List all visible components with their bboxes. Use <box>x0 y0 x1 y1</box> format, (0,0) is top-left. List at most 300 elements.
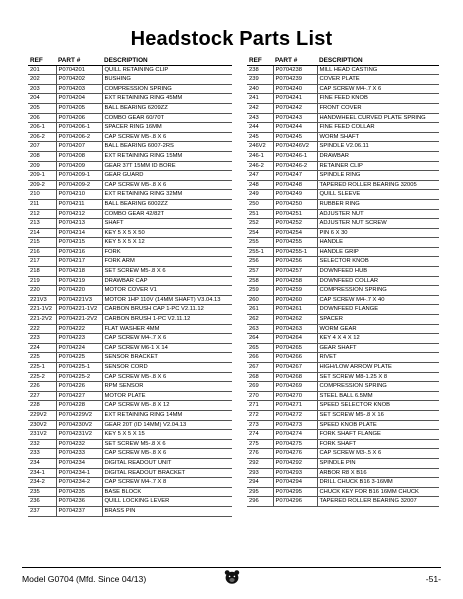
description-cell: PIN 6 X 30 <box>317 228 439 238</box>
table-row <box>28 497 232 507</box>
table-row <box>247 372 439 382</box>
part-number-cell: P0704221V3 <box>56 295 102 305</box>
ref-cell: 257 <box>247 267 273 277</box>
table-row <box>247 151 439 161</box>
ref-cell: 226 <box>28 382 56 392</box>
part-number-cell: P0704257 <box>273 267 317 277</box>
ref-cell: 229V2 <box>28 410 56 420</box>
table-header-row <box>247 56 439 65</box>
ref-cell: 212 <box>28 209 56 219</box>
part-number-cell: P0704249 <box>273 190 317 200</box>
part-number-cell: P0704271 <box>273 401 317 411</box>
ref-cell: 220 <box>28 286 56 296</box>
part-number-cell: P0704258 <box>273 276 317 286</box>
part-number-cell: P0704255 <box>273 238 317 248</box>
ref-cell: 233 <box>28 449 56 459</box>
part-number-cell: P0704214 <box>56 228 102 238</box>
description-cell: CAP SCREW M5-.8 X 6 <box>102 372 232 382</box>
table-row <box>28 363 232 373</box>
part-number-cell: P0704261 <box>273 305 317 315</box>
description-cell: COMPRESSION SPRING <box>317 286 439 296</box>
description-cell: DOWNFEED HUB <box>317 267 439 277</box>
part-number-cell: P0704266 <box>273 353 317 363</box>
part-number-cell: P0704264 <box>273 334 317 344</box>
table-row <box>28 401 232 411</box>
ref-cell: 252 <box>247 219 273 229</box>
table-row <box>28 247 232 257</box>
ref-cell: 292 <box>247 458 273 468</box>
table-row <box>247 363 439 373</box>
ref-cell: 214 <box>28 228 56 238</box>
ref-cell: 221V3 <box>28 295 56 305</box>
table-row <box>247 382 439 392</box>
table-row <box>247 468 439 478</box>
description-cell: CAP SCREW M5-.8 X 6 <box>102 180 232 190</box>
ref-cell: 261 <box>247 305 273 315</box>
table-row <box>247 171 439 181</box>
ref-cell: 217 <box>28 257 56 267</box>
table-row <box>28 420 232 430</box>
parts-table-left <box>28 56 232 517</box>
table-row <box>28 228 232 238</box>
ref-cell: 249 <box>247 190 273 200</box>
part-number-cell: P0704263 <box>273 324 317 334</box>
description-cell: KEY 4 X 4 X 12 <box>317 334 439 344</box>
table-row <box>247 238 439 248</box>
description-cell: DRILL CHUCK B16 3-16MM <box>317 478 439 488</box>
description-cell: RUBBER RING <box>317 199 439 209</box>
description-cell: SELECTOR KNOB <box>317 257 439 267</box>
part-number-cell: P0704211 <box>56 199 102 209</box>
description-cell: QUILL SLEEVE <box>317 190 439 200</box>
description-cell: DIGITAL READOUT BRACKET <box>102 468 232 478</box>
table-row <box>247 132 439 142</box>
description-cell: CHUCK KEY FOR B16 16MM CHUCK <box>317 487 439 497</box>
ref-cell: 213 <box>28 219 56 229</box>
table-row <box>28 458 232 468</box>
description-cell: GEAR 20T (ID 14MM) V2.04.13 <box>102 420 232 430</box>
description-cell: FLAT WASHER 4MM <box>102 324 232 334</box>
table-row <box>247 487 439 497</box>
part-number-cell: P0704259 <box>273 286 317 296</box>
part-number-cell: P0704246-2 <box>273 161 317 171</box>
description-cell: FORK SHAFT FLANGE <box>317 430 439 440</box>
table-row <box>28 94 232 104</box>
part-number-cell: P0704254 <box>273 228 317 238</box>
part-number-cell: P0704227 <box>56 391 102 401</box>
ref-cell: 276 <box>247 449 273 459</box>
ref-cell: 255-1 <box>247 247 273 257</box>
ref-cell: 218 <box>28 267 56 277</box>
ref-cell: 206 <box>28 113 56 123</box>
table-row <box>247 478 439 488</box>
table-row <box>28 478 232 488</box>
table-row <box>247 123 439 133</box>
part-number-cell: P0704221-1V2 <box>56 305 102 315</box>
description-cell: EXT RETAINING RING 15MM <box>102 151 232 161</box>
table-row <box>28 123 232 133</box>
description-cell: RPM SENSOR <box>102 382 232 392</box>
part-number-cell: P0704269 <box>273 382 317 392</box>
part-number-cell: P0704222 <box>56 324 102 334</box>
table-row <box>28 305 232 315</box>
description-cell: STEEL BALL 6.5MM <box>317 391 439 401</box>
ref-cell: 215 <box>28 238 56 248</box>
description-cell: ARBOR R8 X B16 <box>317 468 439 478</box>
part-number-cell: P0704230V2 <box>56 420 102 430</box>
table-row <box>28 65 232 75</box>
ref-cell: 246V2 <box>247 142 273 152</box>
table-row <box>247 410 439 420</box>
description-cell: ADJUSTER NUT SCREW <box>317 219 439 229</box>
ref-cell: 295 <box>247 487 273 497</box>
ref-cell: 243 <box>247 113 273 123</box>
table-row <box>247 295 439 305</box>
table-row <box>247 180 439 190</box>
ref-cell: 221-2V2 <box>28 315 56 325</box>
table-row <box>28 199 232 209</box>
ref-cell: 270 <box>247 391 273 401</box>
part-number-cell: P0704241 <box>273 94 317 104</box>
part-number-cell: P0704275 <box>273 439 317 449</box>
description-cell: COMPRESSION SPRING <box>102 84 232 94</box>
description-cell: CAP SCREW M4-.7 X 6 <box>317 84 439 94</box>
part-number-cell: P0704216 <box>56 247 102 257</box>
ref-cell: 205 <box>28 103 56 113</box>
part-number-header: PART # <box>273 56 317 65</box>
table-row <box>28 171 232 181</box>
ref-cell: 273 <box>247 420 273 430</box>
ref-cell: 225-1 <box>28 363 56 373</box>
table-row <box>28 151 232 161</box>
description-cell: CAP SCREW M5-.8 X 12 <box>102 401 232 411</box>
part-number-cell: P0704233 <box>56 449 102 459</box>
ref-cell: 267 <box>247 363 273 373</box>
table-row <box>247 65 439 75</box>
table-row <box>247 199 439 209</box>
part-number-cell: P0704221-2V2 <box>56 315 102 325</box>
table-row <box>247 190 439 200</box>
description-cell: BUSHING <box>102 75 232 85</box>
description-cell: SPEED KNOB PLATE <box>317 420 439 430</box>
table-row <box>28 430 232 440</box>
description-cell: QUILL RETAINING CLIP <box>102 65 232 75</box>
description-cell: BRASS PIN <box>102 506 232 516</box>
description-cell: SPINDLE RING <box>317 171 439 181</box>
part-number-cell: P0704231V2 <box>56 430 102 440</box>
description-cell: FRONT COVER <box>317 103 439 113</box>
ref-cell: 263 <box>247 324 273 334</box>
parts-table-right <box>247 56 439 507</box>
part-number-cell: P0704252 <box>273 219 317 229</box>
table-row <box>247 142 439 152</box>
ref-cell: 221-1V2 <box>28 305 56 315</box>
part-number-cell: P0704226 <box>56 382 102 392</box>
description-cell: BALL BEARING 6209ZZ <box>102 103 232 113</box>
footer-model-text: Model G0704 (Mfd. Since 04/13) <box>22 574 147 584</box>
ref-cell: 260 <box>247 295 273 305</box>
ref-cell: 228 <box>28 401 56 411</box>
table-row <box>28 286 232 296</box>
description-cell: FORK SHAFT <box>317 439 439 449</box>
part-number-cell: P0704206 <box>56 113 102 123</box>
ref-cell: 266 <box>247 353 273 363</box>
ref-cell: 258 <box>247 276 273 286</box>
part-number-cell: P0704202 <box>56 75 102 85</box>
table-row <box>247 401 439 411</box>
ref-cell: 268 <box>247 372 273 382</box>
part-number-cell: P0704295 <box>273 487 317 497</box>
part-number-cell: P0704212 <box>56 209 102 219</box>
part-number-cell: P0704239 <box>273 75 317 85</box>
description-cell: EXT RETAINING RING 45MM <box>102 94 232 104</box>
part-number-cell: P0704255-1 <box>273 247 317 257</box>
ref-cell: 203 <box>28 84 56 94</box>
ref-cell: 294 <box>247 478 273 488</box>
table-row <box>28 506 232 516</box>
table-row <box>28 161 232 171</box>
ref-cell: 241 <box>247 94 273 104</box>
table-header-row <box>28 56 232 65</box>
description-cell: FORK ARM <box>102 257 232 267</box>
description-cell: SET SCREW M5-.8 X 16 <box>317 410 439 420</box>
table-row <box>28 382 232 392</box>
table-row <box>28 84 232 94</box>
table-row <box>247 497 439 507</box>
part-number-cell: P0704210 <box>56 190 102 200</box>
table-row <box>247 161 439 171</box>
table-row <box>247 334 439 344</box>
part-number-cell: P0704292 <box>273 458 317 468</box>
description-cell: MOTOR 1HP 110V (14MM SHAFT) V3.04.13 <box>102 295 232 305</box>
ref-cell: 234 <box>28 458 56 468</box>
ref-cell: 236 <box>28 497 56 507</box>
table-row <box>28 75 232 85</box>
ref-cell: 207 <box>28 142 56 152</box>
ref-cell: 202 <box>28 75 56 85</box>
table-row <box>247 75 439 85</box>
part-number-cell: P0704205 <box>56 103 102 113</box>
table-row <box>247 113 439 123</box>
table-row <box>28 315 232 325</box>
part-number-cell: P0704240 <box>273 84 317 94</box>
part-number-cell: P0704218 <box>56 267 102 277</box>
table-row <box>28 180 232 190</box>
ref-cell: 274 <box>247 430 273 440</box>
part-number-cell: P0704206-2 <box>56 132 102 142</box>
part-number-cell: P0704225-1 <box>56 363 102 373</box>
ref-cell: 227 <box>28 391 56 401</box>
ref-cell: 275 <box>247 439 273 449</box>
ref-cell: 247 <box>247 171 273 181</box>
table-row <box>28 219 232 229</box>
ref-cell: 231V2 <box>28 430 56 440</box>
description-cell: CAP SCREW M6-1 X 14 <box>102 343 232 353</box>
ref-cell: 246-2 <box>247 161 273 171</box>
description-cell: SPEED SELECTOR KNOB <box>317 401 439 411</box>
table-row <box>28 103 232 113</box>
description-cell: EXT RETAINING RING 32MM <box>102 190 232 200</box>
part-number-cell: P0704293 <box>273 468 317 478</box>
part-number-cell: P0704208 <box>56 151 102 161</box>
table-row <box>247 391 439 401</box>
ref-cell: 251 <box>247 209 273 219</box>
ref-cell: 219 <box>28 276 56 286</box>
part-number-cell: P0704203 <box>56 84 102 94</box>
description-cell: RIVET <box>317 353 439 363</box>
ref-cell: 208 <box>28 151 56 161</box>
ref-cell: 201 <box>28 65 56 75</box>
table-row <box>28 334 232 344</box>
table-row <box>247 94 439 104</box>
table-row <box>28 487 232 497</box>
ref-cell: 204 <box>28 94 56 104</box>
ref-cell: 209-1 <box>28 171 56 181</box>
description-cell: MOTOR COVER V1 <box>102 286 232 296</box>
part-number-cell: P0704217 <box>56 257 102 267</box>
part-number-cell: P0704247 <box>273 171 317 181</box>
part-number-cell: P0704243 <box>273 113 317 123</box>
ref-cell: 239 <box>247 75 273 85</box>
description-cell: TAPERED ROLLER BEARING 32007 <box>317 497 439 507</box>
description-cell: CAP SCREW M4-.7 X 6 <box>102 334 232 344</box>
table-row <box>28 372 232 382</box>
part-number-cell: P0704223 <box>56 334 102 344</box>
part-number-cell: P0704232 <box>56 439 102 449</box>
ref-cell: 248 <box>247 180 273 190</box>
ref-cell: 238 <box>247 65 273 75</box>
description-cell: CAP SCREW M5-.8 X 6 <box>102 132 232 142</box>
part-number-cell: P0704251 <box>273 209 317 219</box>
part-number-cell: P0704209-2 <box>56 180 102 190</box>
table-row <box>28 391 232 401</box>
description-cell: SPACER <box>317 315 439 325</box>
description-cell: COVER PLATE <box>317 75 439 85</box>
part-number-cell: P0704270 <box>273 391 317 401</box>
table-row <box>247 276 439 286</box>
ref-header: REF <box>28 56 56 65</box>
table-row <box>28 142 232 152</box>
description-cell: CAP SCREW M4-.7 X 8 <box>102 478 232 488</box>
part-number-cell: P0704256 <box>273 257 317 267</box>
description-cell: GEAR SHAFT <box>317 343 439 353</box>
description-cell: SET SCREW M8-1.25 X 8 <box>317 372 439 382</box>
description-cell: SPACER RING 16MM <box>102 123 232 133</box>
description-header: DESCRIPTION <box>102 56 232 65</box>
description-cell: DRAWBAR <box>317 151 439 161</box>
table-row <box>247 257 439 267</box>
description-cell: CARBON BRUSH CAP 1-PC V2.11.12 <box>102 305 232 315</box>
part-number-cell: P0704215 <box>56 238 102 248</box>
description-header: DESCRIPTION <box>317 56 439 65</box>
part-number-cell: P0704268 <box>273 372 317 382</box>
ref-cell: 234-2 <box>28 478 56 488</box>
description-cell: FINE FEED COLLAR <box>317 123 439 133</box>
ref-cell: 216 <box>28 247 56 257</box>
table-row <box>247 267 439 277</box>
description-cell: FORK <box>102 247 232 257</box>
description-cell: HANDLE <box>317 238 439 248</box>
ref-cell: 255 <box>247 238 273 248</box>
part-number-cell: P0704225-2 <box>56 372 102 382</box>
table-row <box>28 295 232 305</box>
ref-cell: 209-2 <box>28 180 56 190</box>
ref-cell: 250 <box>247 199 273 209</box>
part-number-cell: P0704236 <box>56 497 102 507</box>
table-row <box>247 420 439 430</box>
table-row <box>28 209 232 219</box>
ref-cell: 244 <box>247 123 273 133</box>
ref-cell: 225-2 <box>28 372 56 382</box>
part-number-cell: P0704204 <box>56 94 102 104</box>
part-number-cell: P0704201 <box>56 65 102 75</box>
ref-cell: 225 <box>28 353 56 363</box>
part-number-cell: P0704209 <box>56 161 102 171</box>
part-number-cell: P0704276 <box>273 449 317 459</box>
part-number-cell: P0704294 <box>273 478 317 488</box>
description-cell: CAP SCREW M4-.7 X 40 <box>317 295 439 305</box>
description-cell: ADJUSTER NUT <box>317 209 439 219</box>
part-number-cell: P0704296 <box>273 497 317 507</box>
footer-divider <box>22 567 441 568</box>
bear-head-logo-icon <box>224 569 240 585</box>
ref-cell: 265 <box>247 343 273 353</box>
ref-cell: 293 <box>247 468 273 478</box>
table-row <box>247 84 439 94</box>
table-row <box>28 324 232 334</box>
ref-cell: 264 <box>247 334 273 344</box>
ref-cell: 237 <box>28 506 56 516</box>
description-cell: KEY 5 X 5 X 12 <box>102 238 232 248</box>
part-number-cell: P0704274 <box>273 430 317 440</box>
table-row <box>247 209 439 219</box>
table-row <box>28 468 232 478</box>
table-row <box>28 257 232 267</box>
table-row <box>247 103 439 113</box>
description-cell: WORM GEAR <box>317 324 439 334</box>
ref-cell: 296 <box>247 497 273 507</box>
description-cell: HANDWHEEL CURVED PLATE SPRING <box>317 113 439 123</box>
description-cell: QUILL LOCKING LEVER <box>102 497 232 507</box>
ref-header: REF <box>247 56 273 65</box>
ref-cell: 230V2 <box>28 420 56 430</box>
part-number-cell: P0704262 <box>273 315 317 325</box>
table-row <box>247 305 439 315</box>
description-cell: COMPRESSION SPRING <box>317 382 439 392</box>
description-cell: DRAWBAR CAP <box>102 276 232 286</box>
description-cell: SENSOR CORD <box>102 363 232 373</box>
description-cell: DOWNFEED COLLAR <box>317 276 439 286</box>
ref-cell: 222 <box>28 324 56 334</box>
part-number-header: PART # <box>56 56 102 65</box>
part-number-cell: P0704228 <box>56 401 102 411</box>
description-cell: MOTOR PLATE <box>102 391 232 401</box>
description-cell: FINE FEED KNOB <box>317 94 439 104</box>
ref-cell: 234-1 <box>28 468 56 478</box>
description-cell: GEAR 37T 15MM ID BORE <box>102 161 232 171</box>
part-number-cell: P0704213 <box>56 219 102 229</box>
ref-cell: 206-2 <box>28 132 56 142</box>
description-cell: CAP SCREW M5-.8 X 6 <box>102 449 232 459</box>
page-number: -51- <box>425 574 441 584</box>
part-number-cell: P0704234-1 <box>56 468 102 478</box>
part-number-cell: P0704207 <box>56 142 102 152</box>
description-cell: SET SCREW M5-.8 X 6 <box>102 439 232 449</box>
description-cell: SPINDLE V2.06.11 <box>317 142 439 152</box>
table-row <box>28 439 232 449</box>
table-row <box>247 315 439 325</box>
ref-cell: 269 <box>247 382 273 392</box>
